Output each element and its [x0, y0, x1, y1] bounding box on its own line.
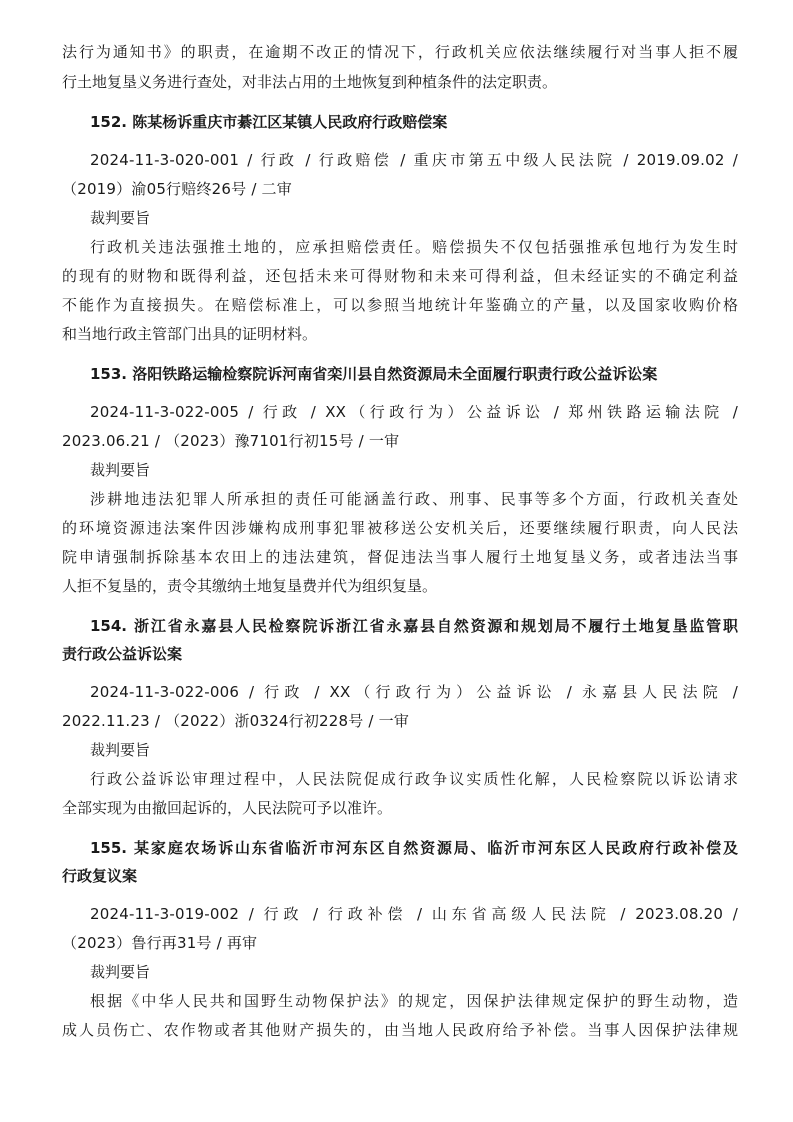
- section-label: 裁判要旨: [90, 741, 151, 759]
- paragraph-line: 法行为通知书》的职责，在逾期不改正的情况下，行政机关应依法继续履行对当事人拒不履: [62, 43, 738, 61]
- paragraph-line: 成人员伤亡、农作物或者其他财产损失的，由当地人民政府给予补偿。当事人因保护法律规: [62, 1021, 738, 1039]
- case-heading-155: 155. 某家庭农场诉山东省临沂市河东区自然资源局、临沂市河东区人民政府行政补偿及: [90, 839, 738, 857]
- section-label: 裁判要旨: [90, 461, 151, 479]
- paragraph-line: 和当地行政主管部门出具的证明材料。: [62, 325, 318, 343]
- case-heading-154-cont: 责行政公益诉讼案: [62, 645, 183, 663]
- case-meta-line: （2023）鲁行再31号 / 再审: [62, 934, 258, 952]
- paragraph-line: 的环境资源违法案件因涉嫌构成刑事犯罪被移送公安机关后，还要继续履行职责，向人民法: [62, 519, 738, 537]
- case-heading-154: 154. 浙江省永嘉县人民检察院诉浙江省永嘉县自然资源和规划局不履行土地复垦监管职: [90, 617, 738, 635]
- paragraph-line: 的现有的财物和既得利益，还包括未来可得财物和未来可得利益，但未经证实的不确定利益: [62, 267, 738, 285]
- paragraph-line: 行土地复垦义务进行查处，对非法占用的土地恢复到种植条件的法定职责。: [62, 73, 558, 91]
- case-heading-153: 153. 洛阳铁路运输检察院诉河南省栾川县自然资源局未全面履行职责行政公益诉讼案: [90, 365, 658, 383]
- paragraph-line: 不能作为直接损失。在赔偿标准上，可以参照当地统计年鉴确立的产量，以及国家收购价格: [62, 296, 738, 314]
- paragraph-line: 涉耕地违法犯罪人所承担的责任可能涵盖行政、刑事、民事等多个方面，行政机关查处: [90, 490, 738, 508]
- section-label: 裁判要旨: [90, 209, 151, 227]
- case-meta-line: （2019）渝05行赔终26号 / 二审: [62, 180, 292, 198]
- paragraph-line: 行政公益诉讼审理过程中，人民法院促成行政争议实质性化解，人民检察院以诉讼请求: [90, 770, 738, 788]
- case-meta-line: 2024-11-3-020-001 / 行政 / 行政赔偿 / 重庆市第五中级人民法院 / 2019.09.02 /: [90, 151, 738, 169]
- paragraph-line: 全部实现为由撤回起诉的，人民法院可予以准许。: [62, 799, 393, 817]
- case-heading-155-cont: 行政复议案: [62, 867, 138, 885]
- case-meta-line: 2024-11-3-019-002 / 行政 / 行政补偿 / 山东省高级人民法院 / 2023.08.20 /: [90, 905, 738, 923]
- paragraph-line: 行政机关违法强推土地的，应承担赔偿责任。赔偿损失不仅包括强推承包地行为发生时: [90, 238, 738, 256]
- section-label: 裁判要旨: [90, 963, 151, 981]
- paragraph-line: 人拒不复垦的，责令其缴纳土地复垦费并代为组织复垦。: [62, 577, 438, 595]
- case-meta-line: 2023.06.21 / （2023）豫7101行初15号 / 一审: [62, 432, 400, 450]
- case-meta-line: 2022.11.23 / （2022）浙0324行初228号 / 一审: [62, 712, 410, 730]
- case-heading-152: 152. 陈某杨诉重庆市綦江区某镇人民政府行政赔偿案: [90, 113, 448, 131]
- case-meta-line: 2024-11-3-022-006 / 行政 / XX（行政行为）公益诉讼 / 永嘉县人民法院 /: [90, 683, 738, 701]
- paragraph-line: 根据《中华人民共和国野生动物保护法》的规定，因保护法律规定保护的野生动物，造: [90, 992, 738, 1010]
- paragraph-line: 院申请强制拆除基本农田上的违法建筑，督促违法当事人履行土地复垦义务，或者违法当事: [62, 548, 738, 566]
- case-meta-line: 2024-11-3-022-005 / 行政 / XX（行政行为）公益诉讼 / 郑州铁路运输法院 /: [90, 403, 738, 421]
